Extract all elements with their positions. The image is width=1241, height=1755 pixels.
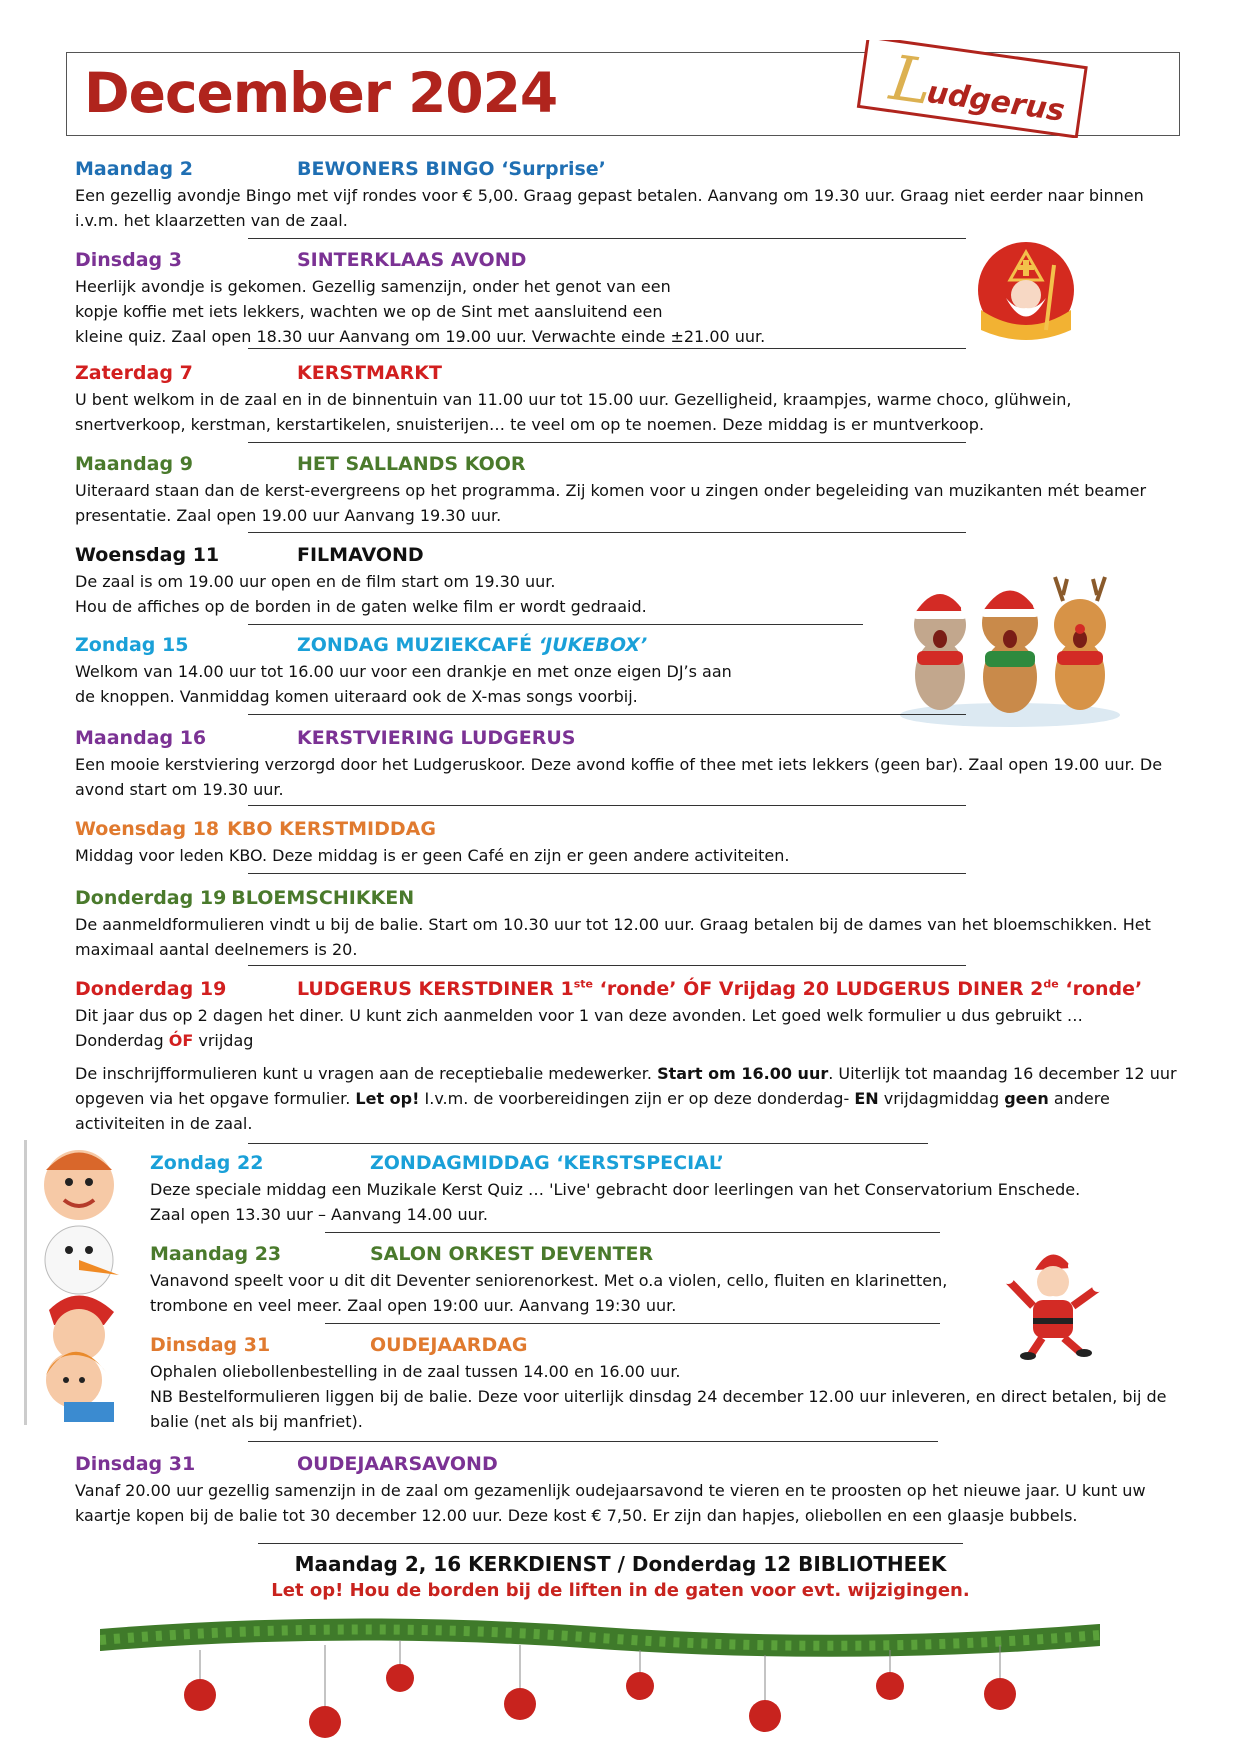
event-day: Woensdag 18 <box>75 818 220 840</box>
event-kerstmarkt <box>75 360 1185 437</box>
event-text: I.v.m. de voorbereidingen zijn er op deze donderdag- <box>419 1089 855 1108</box>
event-text: U bent welkom in de zaal en in de binnentuin van 11.00 uur tot 15.00 uur. Gezelligheid, kraampjes, warme choco, glühwein, snertverkoop, kerstman, kerstartikelen, snuisterijen… te veel om op te noemen. Deze middag is er muntverkoop. <box>75 390 1072 434</box>
separator <box>248 348 966 349</box>
event-day: Woensdag 11 <box>75 544 220 566</box>
event-text: andere activiteiten in de zaal. <box>75 1089 1110 1133</box>
svg-text:L: L <box>885 40 937 119</box>
event-name: ZONDAG MUZIEKCAFÉ <box>297 634 533 656</box>
separator <box>248 238 966 239</box>
separator <box>248 442 966 443</box>
event-text: . Uiterlijk tot maandag 16 december 12 uur opgeven via het opgave formulier. <box>75 1064 1177 1108</box>
separator <box>325 1232 940 1233</box>
event-day: Dinsdag 31 <box>75 1453 196 1475</box>
event-day: Dinsdag 3 <box>75 249 182 271</box>
separator <box>248 1143 928 1144</box>
separator <box>248 1441 938 1442</box>
event-name: SALON ORKEST DEVENTER <box>370 1243 654 1265</box>
event-text: Uiteraard staan dan de kerst-evergreens op het programma. Zij komen voor u zingen onder begeleiding van muzikanten mét beamer presentatie. Zaal open 19.00 uur Aanvang 19.30 uur. <box>75 481 1147 525</box>
event-text: De zaal is om 19.00 uur open en de film start om 19.30 uur. <box>75 572 556 591</box>
event-text: Een mooie kerstviering verzorgd door het Ludgeruskoor. Deze avond koffie of thee met iets lekkers (geen bar). Zaal open 19.00 uur. De avond start om 19.30 uur. <box>75 755 1163 799</box>
event-text-bold: geen <box>1004 1089 1049 1108</box>
event-text: Een gezellig avondje Bingo met vijf rondes voor € 5,00. Graag gepast betalen. Aanvang om 19.30 uur. Graag niet eerder naar binnen i.v.m. het klaarzetten van de zaal. <box>75 186 1144 230</box>
event-text: Vanaf 20.00 uur gezellig samenzijn in de zaal om gezamenlijk oudejaarsavond te vieren en te proosten op het nieuwe jaar. U kunt uw kaartje kopen bij de balie tot 30 december 12.00 uur. Deze kost € 7,50. Er zijn dan hapjes, oliebollen en een glaasje bubbels. <box>75 1481 1146 1525</box>
page-title: December 2024 <box>84 61 558 125</box>
event-text: NB Bestelformulieren liggen bij de balie. Deze voor uiterlijk dinsdag 24 december 12.00 uur inleveren, en direct betalen, bij de balie (net als bij manfriet). <box>150 1387 1167 1431</box>
event-text: kleine quiz. Zaal open 18.30 uur Aanvang om 19.00 uur. Verwachte einde ±21.00 uur. <box>75 327 766 346</box>
separator <box>248 965 966 966</box>
event-text: Middag voor leden KBO. Deze middag is er geen Café en zijn er geen andere activiteiten. <box>75 846 790 865</box>
event-text-bold: Let op! <box>355 1089 420 1108</box>
event-day: Maandag 23 <box>150 1243 282 1265</box>
event-kbo <box>75 816 1185 868</box>
event-name: OUDEJAARSAVOND <box>297 1453 498 1475</box>
event-day: Zondag 22 <box>150 1152 264 1174</box>
event-oudejaarsavond <box>75 1451 1185 1528</box>
event-day: Dinsdag 31 <box>150 1334 271 1356</box>
event-day: Donderdag 19 <box>75 887 227 909</box>
event-name-sup: ste <box>573 977 594 991</box>
event-name: BEWONERS BINGO ‘Surprise’ <box>297 158 606 180</box>
event-text: Dit jaar dus op 2 dagen het diner. U kunt zich aanmelden voor 1 van deze avonden. Let goed welk formulier u dus gebruikt … <box>75 1006 1083 1025</box>
event-kerstspecial <box>150 1150 1185 1227</box>
event-text: Ophalen oliebollenbestelling in de zaal tussen 14.00 en 16.00 uur. <box>150 1362 681 1381</box>
event-text: Donderdag <box>75 1031 169 1050</box>
event-text: Vanavond speelt voor u dit dit Deventer seniorenorkest. Met o.a violen, cello, fluiten en klarinetten, <box>150 1271 948 1290</box>
separator <box>248 873 966 874</box>
event-day: Donderdag 19 <box>75 978 227 1000</box>
svg-text:udgerus: udgerus <box>924 74 1067 129</box>
event-text: De aanmeldformulieren vindt u bij de balie. Start om 10.30 uur tot 12.00 uur. Graag betalen bij de dames van het bloemschikken. Het maximaal aantal deelnemers is 20. <box>75 915 1151 959</box>
separator <box>258 1543 963 1544</box>
event-name: KBO KERSTMIDDAG <box>227 818 436 840</box>
event-kerstdiner <box>75 976 1185 1136</box>
event-name-part: ‘ronde’ <box>1058 978 1143 1000</box>
event-name: ZONDAGMIDDAG ‘KERSTSPECIAL’ <box>370 1152 724 1174</box>
event-name: KERSTMARKT <box>297 362 442 384</box>
event-text: vrijdagmiddag <box>878 1089 1005 1108</box>
ludgerus-logo <box>850 40 1095 138</box>
event-text: trombone en veel meer. Zaal open 19:00 uur. Aanvang 19:30 uur. <box>150 1296 677 1315</box>
separator <box>248 624 863 625</box>
event-text: Hou de affiches op de borden in de gaten welke film er wordt gedraaid. <box>75 597 647 616</box>
footer-warning: Let op! Hou de borden bij de liften in de gaten voor evt. wijzigingen. <box>271 1580 970 1601</box>
event-text: de knoppen. Vanmiddag komen uiteraard ook de X-mas songs voorbij. <box>75 687 638 706</box>
event-text: De inschrijfformulieren kunt u vragen aan de receptiebalie medewerker. <box>75 1064 658 1083</box>
event-name-sup: de <box>1043 977 1059 991</box>
event-text: Deze speciale middag een Muzikale Kerst Quiz … 'Live' gebracht door leerlingen van het Conservatorium Enschede. <box>150 1180 1081 1199</box>
event-text: vrijdag <box>193 1031 254 1050</box>
event-name: BLOEMSCHIKKEN <box>231 887 415 909</box>
event-text: Zaal open 13.30 uur – Aanvang 14.00 uur. <box>150 1205 488 1224</box>
event-name: SINTERKLAAS AVOND <box>297 249 527 271</box>
separator <box>248 532 966 533</box>
peeking-kids-illustration <box>24 1140 142 1425</box>
event-day: Maandag 9 <box>75 453 193 475</box>
event-name: FILMAVOND <box>297 544 424 566</box>
event-name: KERSTVIERING LUDGERUS <box>297 727 576 749</box>
sinterklaas-icon <box>976 240 1076 340</box>
separator <box>248 805 966 806</box>
christmas-garland-illustration <box>100 1610 1100 1750</box>
event-text: kopje koffie met iets lekkers, wachten we op de Sint met aansluitend een <box>75 302 663 321</box>
event-name-part: ‘ronde’ ÓF Vrijdag 20 LUDGERUS DINER 2 <box>593 978 1044 1000</box>
event-bingo <box>75 156 1185 233</box>
event-day: Zondag 15 <box>75 634 189 656</box>
event-text: Welkom van 14.00 uur tot 16.00 uur voor een drankje en met onze eigen DJ’s aan <box>75 662 732 681</box>
event-name-italic: ‘JUKEBOX’ <box>538 634 648 656</box>
event-kerstviering <box>75 725 1185 802</box>
event-name: HET SALLANDS KOOR <box>297 453 526 475</box>
separator <box>248 714 966 715</box>
event-text-emphasis: ÓF <box>168 1031 194 1050</box>
event-muziekcafe <box>75 632 1185 709</box>
event-day: Maandag 2 <box>75 158 193 180</box>
event-text: Heerlijk avondje is gekomen. Gezellig samenzijn, onder het genot van een <box>75 277 671 296</box>
event-name-part: LUDGERUS KERSTDINER 1 <box>297 978 574 1000</box>
event-name: OUDEJAARDAG <box>370 1334 528 1356</box>
footer-services: Maandag 2, 16 KERKDIENST / Donderdag 12 BIBLIOTHEEK <box>294 1552 947 1576</box>
separator <box>325 1323 940 1324</box>
event-bloemschikken <box>75 885 1185 962</box>
event-sallands-koor <box>75 451 1185 528</box>
event-day: Zaterdag 7 <box>75 362 193 384</box>
event-text-bold: EN <box>854 1089 879 1108</box>
event-day: Maandag 16 <box>75 727 207 749</box>
event-text-bold: Start om 16.00 uur <box>657 1064 829 1083</box>
event-oudejaardag <box>150 1332 1185 1434</box>
